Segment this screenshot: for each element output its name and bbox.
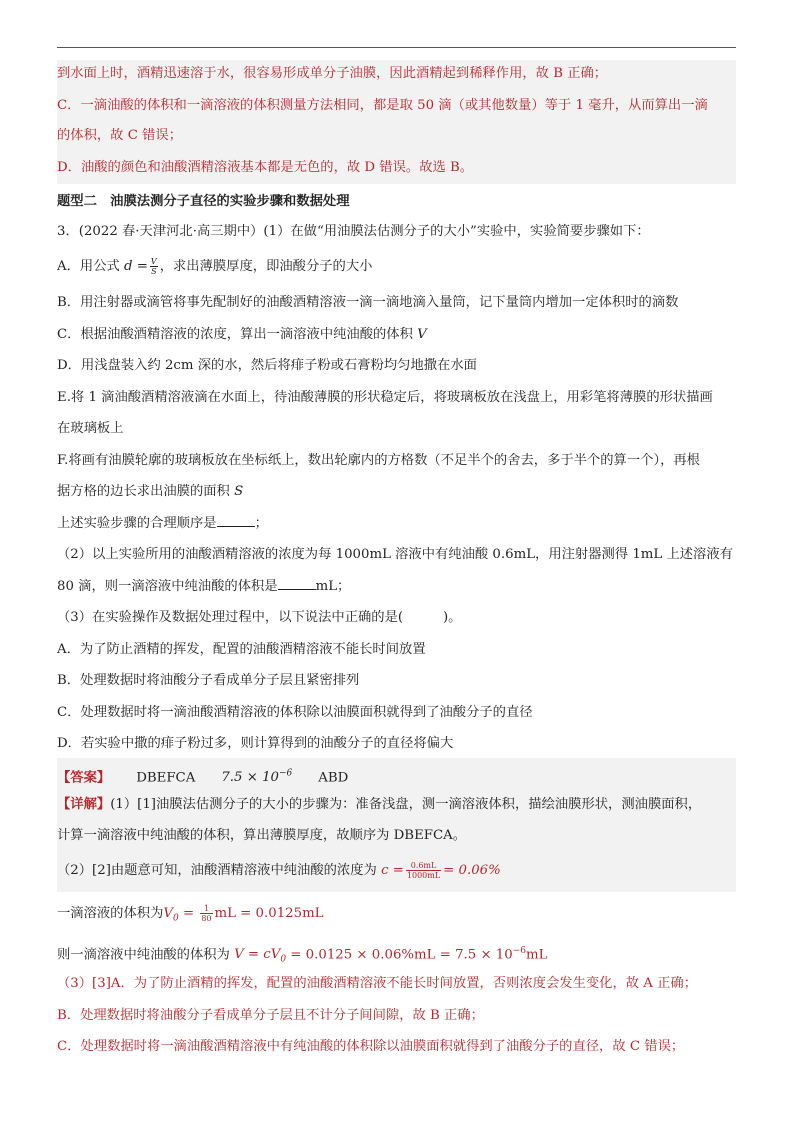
step-a-pre: A．用公式 <box>57 259 125 274</box>
drop-volume-v: V <box>163 906 173 921</box>
drop-volume-value: mL = 0.0125mL <box>214 906 324 921</box>
step-c-text: C．根据油酸酒精溶液的浓度，算出一滴溶液中纯油酸的体积 <box>57 327 418 342</box>
step-f-var: S <box>234 484 244 499</box>
step-a-post: ，求出薄膜厚度，即油酸分子的大小 <box>159 259 373 274</box>
concentration-symbol: c = <box>381 863 404 878</box>
step-d: D．用浅盘装入约 2cm 深的水，然后将痱子粉或石膏粉均匀地撒在水面 <box>57 358 477 373</box>
detail-line4 <box>57 904 736 929</box>
question-stem: 3．(2022 春·天津河北·高三期中）(1）在做“用油膜法估测分子的大小”实验中，实验简要步骤如下： <box>57 224 650 239</box>
order-post: ； <box>254 516 268 531</box>
part2-unit: mL； <box>315 579 351 594</box>
step-c-var: V <box>417 327 427 342</box>
formula-d: d = <box>124 259 148 274</box>
option-c: C．处理数据时将一滴油酸酒精溶液的体积除以油膜面积就得到了油酸分子的直径 <box>57 705 533 720</box>
detail-line5 <box>57 941 736 970</box>
answer-line <box>57 764 736 788</box>
part2-text: 80 滴，则一滴溶液中纯油酸的体积是 <box>57 579 278 594</box>
answer-value-3: ABD <box>318 770 349 786</box>
step-e-line1: E.将 1 滴油酸酒精溶液滴在水面上，待油酸薄膜的形状稳定后，将玻璃板放在浅盘上，用彩笔将薄膜的形状描画 <box>57 390 713 405</box>
option-b: B．处理数据时将油酸分子看成单分子层且紧密排列 <box>57 673 360 688</box>
part3-stem: （3）在实验操作及数据处理过程中，以下说法中正确的是( )。 <box>57 610 462 625</box>
step-f-line2 <box>57 482 736 502</box>
step-e-line2: 在玻璃板上 <box>57 421 124 436</box>
answer-value-2 <box>221 770 292 785</box>
detail-text: 一滴溶液的体积为 <box>57 906 164 921</box>
order-question <box>57 514 736 534</box>
option-d: D．若实验中撒的痱子粉过多，则计算得到的油酸分子的直径将偏大 <box>57 736 454 751</box>
detail-text: (1）[1]油膜法估测分子的大小的步骤为：准备浅盘，测一滴溶液体积，描绘油膜形状，测油膜面积， <box>110 797 702 812</box>
fraction-numerator: V <box>150 257 157 266</box>
fraction-numerator: 0.6mL <box>406 861 441 871</box>
explanation-line: C．一滴油酸的体积和一滴溶液的体积测量方法相同，都是取 50 滴（或其他数量）等于 1 毫升，从而算出一滴 <box>57 98 708 113</box>
header-rule <box>57 47 736 48</box>
oil-volume-calc: = 0.0125 × 0.06%mL = 7.5 × 10 <box>286 947 513 963</box>
part2-line1: （2）以上实验所用的油酸酒精溶液的浓度为每 1000mL 溶液中有纯油酸 0.6mL，用注射器测得 1mL 上述溶液有 <box>57 547 733 562</box>
detail-line1 <box>57 795 736 815</box>
answer-blank <box>217 514 255 527</box>
step-b: B．用注射器或滴管将事先配制好的油酸酒精溶液一滴一滴地滴入量筒，记下量筒内增加一定体积时的滴数 <box>57 295 679 310</box>
oil-volume-exp: −6 <box>512 946 527 956</box>
explanation-line: D．油酸的颜色和油酸酒精溶液基本都是无色的，故 D 错误。故选 B。 <box>57 160 474 175</box>
answer-value-1: DBEFCA <box>136 770 196 786</box>
fraction-denominator: 80 <box>201 914 212 923</box>
section-title: 题型二 油膜法测分子直径的实验步骤和数据处理 <box>57 194 350 209</box>
step-f-line1: F.将画有油膜轮廓的玻璃板放在坐标纸上，数出轮廓内的方格数（不足半个的舍去，多于半个的算一个），再根 <box>57 453 700 468</box>
answer-value-2-exp: −6 <box>279 769 293 779</box>
step-a <box>57 257 736 277</box>
oil-volume-symbol <box>234 947 287 966</box>
detail-line7: B．处理数据时将油酸分子看成单分子层且不计分子间间隙，故 B 正确； <box>57 1008 484 1023</box>
explanation-line: 到水面上时，酒精迅速溶于水，很容易形成单分子油膜，因此酒精起到稀释作用，故 B 正确； <box>57 66 608 81</box>
explanation-line: 的体积，故 C 错误； <box>57 128 183 143</box>
fraction-denominator: S <box>151 267 157 276</box>
oil-volume-formula: V = cV <box>234 947 281 963</box>
oil-volume-sub: 0 <box>280 955 287 966</box>
step-c <box>57 325 736 345</box>
drop-volume-eq: = <box>178 906 199 921</box>
fraction-denominator: 1000mL <box>406 871 441 880</box>
detail-line8: C．处理数据时将一滴油酸酒精溶液中有纯油酸的体积除以油膜面积就得到了油酸分子的直径，故 C 错误； <box>57 1039 685 1054</box>
oil-volume-unit: mL <box>526 947 548 963</box>
fraction-numerator: 1 <box>200 904 212 914</box>
option-a: A．为了防止酒精的挥发，配置的油酸酒精溶液不能长时间放置 <box>57 642 426 657</box>
answer-blank <box>278 577 316 590</box>
detail-line6: （3）[3]A．为了防止酒精的挥发，配置的油酸酒精溶液不能长时间放置，否则浓度会发生变化，故 A 正确； <box>57 976 698 991</box>
drop-volume-fraction <box>200 904 212 923</box>
order-text: 上述实验步骤的合理顺序是 <box>57 516 217 531</box>
drop-volume-sub: 0 <box>172 913 179 924</box>
detail-line2: 计算一滴溶液中纯油酸的体积，算出薄膜厚度，故顺序为 DBEFCA。 <box>57 828 467 843</box>
drop-volume-symbol <box>163 906 179 924</box>
formula-fraction <box>150 257 158 276</box>
answer-label: 【答案】 <box>57 770 111 786</box>
step-f-text: 据方格的边长求出油膜的面积 <box>57 484 235 499</box>
detail-text: （2）[2]由题意可知，油酸酒精溶液中纯油酸的浓度为 <box>57 863 382 878</box>
detail-label: 【详解】 <box>57 797 111 812</box>
answer-value-2-base: 7.5 × 10 <box>221 770 280 786</box>
detail-text: 则一滴溶液中纯油酸的体积为 <box>57 947 235 963</box>
concentration-fraction <box>406 861 441 880</box>
part2-line2 <box>57 577 736 597</box>
detail-line3 <box>57 861 736 881</box>
concentration-value: = 0.06% <box>443 863 501 878</box>
